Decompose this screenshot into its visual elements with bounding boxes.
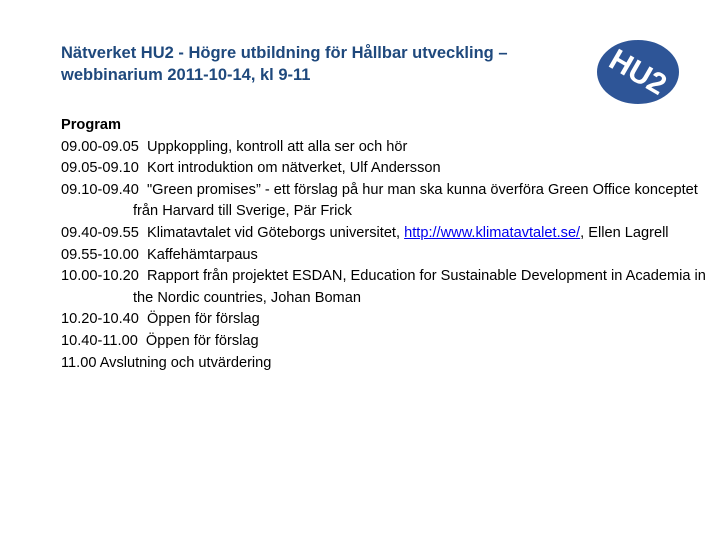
program-item bbox=[61, 137, 711, 159]
program-item-time: 09.40-09.55 bbox=[61, 224, 139, 241]
program-item-text: Öppen för förslag bbox=[146, 311, 260, 328]
page-title-line-2: webbinarium 2011-10-14, kl 9-11 bbox=[61, 66, 311, 84]
program-item-text bbox=[147, 225, 669, 241]
program-item bbox=[61, 158, 711, 180]
program-section bbox=[61, 115, 711, 374]
program-item bbox=[61, 223, 711, 245]
program-item-text: Kort introduktion om nätverket, Ulf Andersson bbox=[146, 160, 441, 177]
program-item-time: 09.10-09.40 bbox=[61, 181, 139, 198]
program-item-text: Avslutning och utvärdering bbox=[99, 354, 272, 371]
program-item-time: 09.55-10.00 bbox=[61, 246, 139, 263]
page-title-line-1: Nätverket HU2 - Högre utbildning för Hållbar utveckling – bbox=[61, 44, 508, 62]
program-item bbox=[61, 180, 711, 223]
program-item-text-before: Klimatavtalet vid Göteborgs universitet, bbox=[146, 224, 401, 241]
program-item bbox=[61, 353, 711, 375]
program-heading: Program bbox=[61, 117, 122, 133]
program-item bbox=[61, 266, 711, 309]
program-item bbox=[61, 309, 711, 331]
program-item-time: 09.05-09.10 bbox=[61, 160, 139, 177]
program-item-text-after: , Ellen Lagrell bbox=[580, 224, 669, 241]
hu2-logo-badge bbox=[594, 37, 682, 107]
program-item-text: "Green promises” - ett förslag på hur man ska kunna överföra Green Office konceptet från Harvard till Sverige, Pär Frick bbox=[133, 181, 698, 220]
program-item-text: Kaffehämtarpaus bbox=[146, 246, 258, 263]
program-item-text: Rapport från projektet ESDAN, Education for Sustainable Development in Academia in the Nordic countries, Johan Boman bbox=[133, 268, 706, 306]
program-item bbox=[61, 245, 711, 267]
klimatavtalet-link[interactable]: http://www.klimatavtalet.se/ bbox=[404, 224, 581, 241]
program-item-time: 10.40-11.00 bbox=[61, 332, 138, 349]
page-title bbox=[61, 42, 581, 86]
program-item-text: Uppkoppling, kontroll att alla ser och hör bbox=[146, 138, 408, 155]
program-item-text: Öppen för förslag bbox=[145, 332, 259, 349]
program-item bbox=[61, 331, 711, 353]
program-item-time: 10.00-10.20 bbox=[61, 268, 139, 285]
badge-text: HU2 bbox=[603, 43, 672, 102]
program-item-time: 11.00 bbox=[61, 354, 97, 371]
program-item-time: 09.00-09.05 bbox=[61, 138, 139, 155]
program-item-time: 10.20-10.40 bbox=[61, 311, 139, 328]
